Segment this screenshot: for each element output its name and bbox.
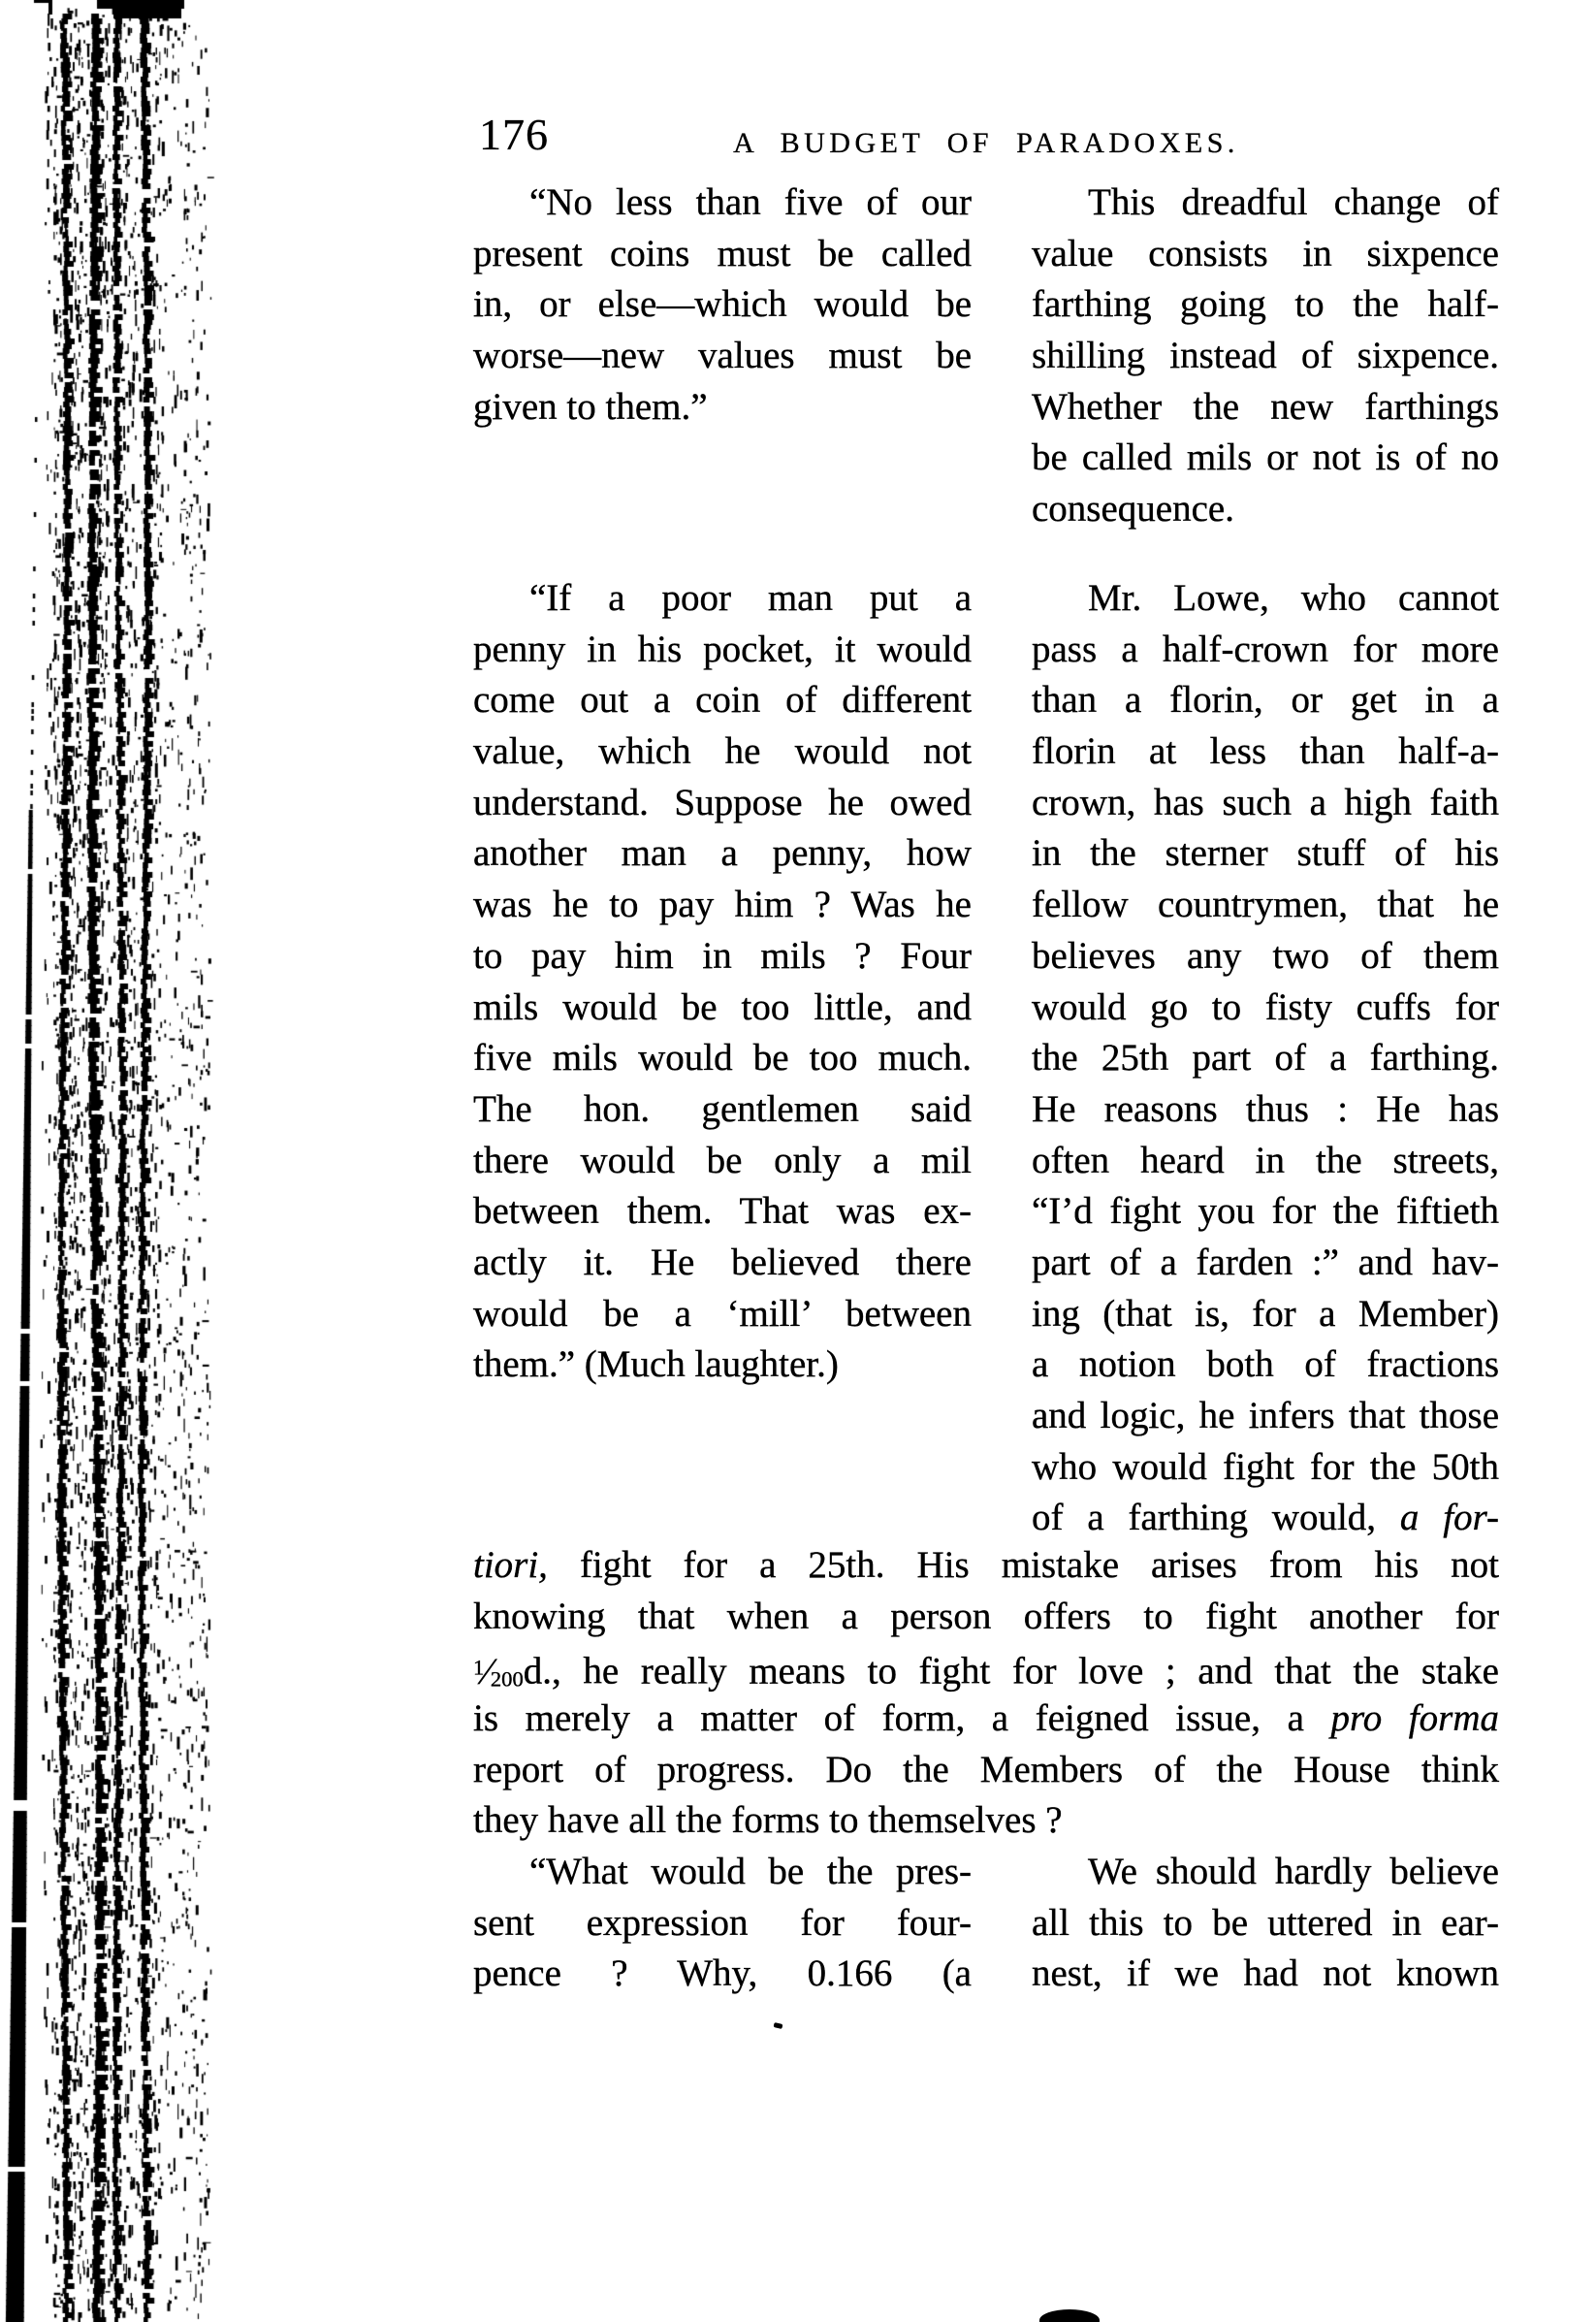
paragraph-left-quote-3 xyxy=(473,1847,972,2000)
text-line: “If a poor man put a xyxy=(529,577,972,619)
text-line: believes any two of them xyxy=(1032,934,1499,977)
text-line: them.” (Much laughter.) xyxy=(473,1343,839,1386)
text-line: present coins must be called xyxy=(473,232,972,274)
text-line: mils would be too little, and xyxy=(473,985,972,1028)
text-line: value, which he would not xyxy=(473,730,972,773)
text-line: is merely a matter of form, a feigned issue, a pro forma xyxy=(473,1697,1499,1740)
text-line: who would fight for the 50th xyxy=(1032,1445,1499,1488)
text-line: ing (that is, for a Member) xyxy=(1032,1292,1499,1335)
text-line: knowing that when a person offers to fight another for xyxy=(473,1595,1499,1637)
text-line: worse—new values must be xyxy=(473,335,972,377)
text-line: come out a coin of different xyxy=(473,679,972,722)
text-line: of a farthing would, a for- xyxy=(1032,1497,1499,1539)
paragraph-left-quote-2 xyxy=(473,573,972,1391)
text-line: pence ? Why, 0.166 (a xyxy=(473,1952,972,1995)
text-line: “No less than five of our xyxy=(529,181,972,223)
paragraph-left-quote-1 xyxy=(473,177,972,433)
text-line: Mr. Lowe, who cannot xyxy=(1088,577,1499,619)
text-line: “I’d fight you for the fiftieth xyxy=(1032,1190,1499,1233)
text-line: in the sterner stuff of his xyxy=(1032,832,1499,875)
text-line: all this to be uttered in ear- xyxy=(1032,1901,1499,1944)
bottom-edge-smudge xyxy=(1039,2309,1100,2322)
paragraph-right-comment-3 xyxy=(1032,1847,1499,2000)
text-line: the 25th part of a farthing. xyxy=(1032,1037,1499,1080)
text-line: they have all the forms to themselves ? xyxy=(473,1799,1063,1842)
text-line: report of progress. Do the Members of the House think xyxy=(473,1748,1499,1790)
text-line: $^1⁄_{200}d$., he really means to fight for love ; and that the stake xyxy=(473,1650,1499,1693)
text-line: This dreadful change of xyxy=(1088,181,1499,223)
text-line: We should hardly believe xyxy=(1088,1851,1499,1892)
text-line: actly it. He believed there xyxy=(473,1241,972,1283)
text-line: “What would be the pres- xyxy=(529,1851,972,1892)
text-line: fellow countrymen, that he xyxy=(1032,884,1499,926)
text-line: and logic, he infers that those xyxy=(1032,1395,1499,1436)
text-line: part of a farden :” and hav- xyxy=(1032,1241,1499,1283)
text-line: would be a ‘mill’ between xyxy=(473,1292,972,1335)
text-line: Whether the new farthings xyxy=(1032,385,1499,428)
text-line: farthing going to the half- xyxy=(1032,283,1499,326)
text-line: there would be only a mil xyxy=(473,1139,972,1181)
text-line: a notion both of fractions xyxy=(1032,1343,1499,1386)
text-line: consequence. xyxy=(1032,488,1234,531)
text-line: He reasons thus : He has xyxy=(1032,1087,1499,1130)
text-line: tiori, fight for a 25th. His mistake arises from his not xyxy=(473,1544,1499,1586)
text-line: nest, if we had not known xyxy=(1032,1952,1499,1995)
text-line: penny in his pocket, it would xyxy=(473,628,972,670)
ink-speck xyxy=(774,2022,783,2029)
text-line: often heard in the streets, xyxy=(1032,1139,1499,1181)
text-line: understand. Suppose he owed xyxy=(473,781,972,823)
text-line: shilling instead of sixpence. xyxy=(1032,335,1499,377)
paragraph-right-comment-2 xyxy=(1032,573,1499,1544)
paragraph-full-width xyxy=(473,1540,1499,1847)
text-line: to pay him in mils ? Four xyxy=(473,934,972,977)
text-line: another man a penny, how xyxy=(473,832,972,875)
text-line: crown, has such a high faith xyxy=(1032,781,1499,823)
text-line: sent expression for four- xyxy=(473,1901,972,1944)
text-line: given to them.” xyxy=(473,385,708,428)
text-line: florin at less than half-a- xyxy=(1032,730,1499,773)
text-line: pass a half-crown for more xyxy=(1032,628,1499,670)
text-line: was he to pay him ? Was he xyxy=(473,884,972,926)
scan-binding-artifact xyxy=(0,0,228,2322)
text-line: The hon. gentlemen said xyxy=(473,1087,972,1130)
text-line: between them. That was ex- xyxy=(473,1190,972,1233)
text-line: be called mils or not is of no xyxy=(1032,436,1499,479)
text-line: than a florin, or get in a xyxy=(1032,679,1499,722)
text-line: would go to fisty cuffs for xyxy=(1032,985,1499,1028)
text-line: in, or else—which would be xyxy=(473,283,972,326)
text-line: value consists in sixpence xyxy=(1032,232,1499,274)
running-header-title: A BUDGET OF PARADOXES. xyxy=(733,127,1239,159)
text-line: five mils would be too much. xyxy=(473,1037,972,1080)
page-number: 176 xyxy=(479,110,549,159)
paragraph-right-comment-1 xyxy=(1032,177,1499,535)
